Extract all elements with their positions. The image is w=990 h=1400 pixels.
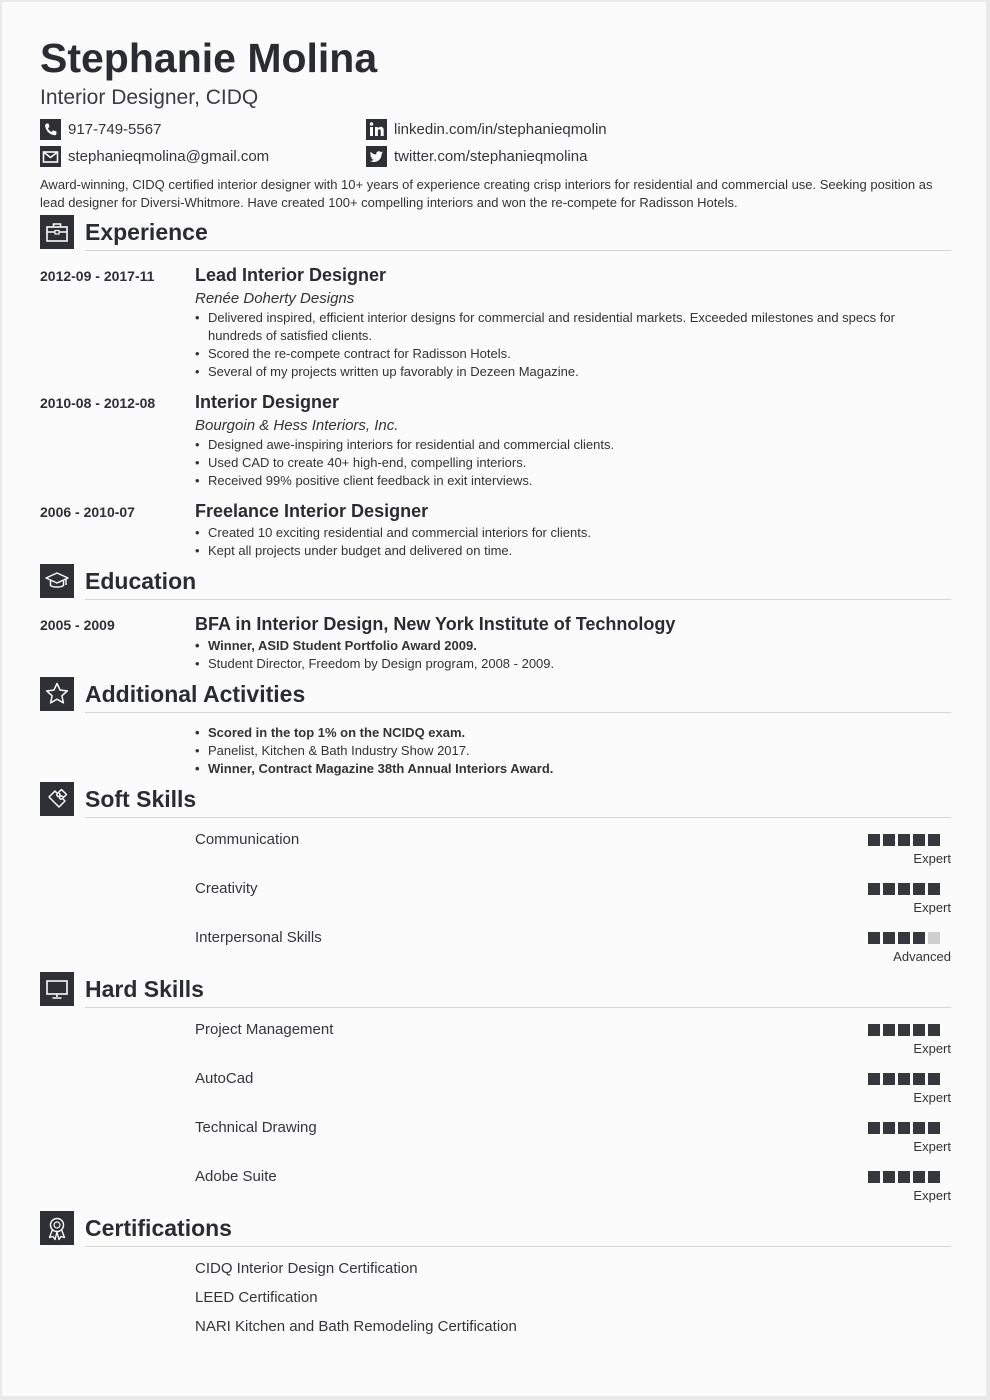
rating-square [913,932,925,944]
rating-square [913,1073,925,1085]
rating-square [913,1122,925,1134]
twitter-text[interactable]: twitter.com/stephanieqmolina [394,148,588,165]
skill-name: Creativity [195,880,258,897]
skill-level: Expert [913,851,951,866]
section-divider [85,1007,951,1008]
certification-item: CIDQ Interior Design Certification [195,1260,418,1277]
skill-name: Adobe Suite [195,1168,277,1185]
job-dates: 2012-09 - 2017-11 [40,268,155,284]
section-title-soft-skills: Soft Skills [85,786,197,812]
list-item: • Used CAD to create 40+ high-end, compelling interiors. [195,454,915,472]
job-title: Interior Designer [195,392,340,412]
rating-square [898,883,910,895]
job-dates: 2010-08 - 2012-08 [40,395,156,411]
section-title-activities: Additional Activities [85,681,306,707]
list-item: • Scored the re-compete contract for Radisson Hotels. [195,345,915,363]
phone-icon [40,119,61,140]
email-icon [40,146,61,167]
puzzle-piece-icon [40,782,74,816]
skill-name: Communication [195,831,300,848]
rating-square [868,1024,880,1036]
rating-square [868,834,880,846]
contact-email [40,146,269,167]
skill-level: Expert [913,1139,951,1154]
rating-square [898,1073,910,1085]
list-item: • Winner, Contract Magazine 38th Annual Interiors Award. [195,760,915,778]
contact-linkedin [366,119,607,140]
award-ribbon-icon [40,1211,74,1245]
list-item: • Scored in the top 1% on the NCIDQ exam. [195,724,915,742]
skill-rating [868,1073,940,1085]
certification-item: NARI Kitchen and Bath Remodeling Certification [195,1318,517,1335]
education-bullets [195,637,915,673]
monitor-icon [40,972,74,1006]
star-icon [40,677,74,711]
section-title-certifications: Certifications [85,1215,232,1241]
rating-square [898,1171,910,1183]
certification-item: LEED Certification [195,1289,318,1306]
section-title-experience: Experience [85,219,208,245]
section-divider [85,817,951,818]
list-item: • Created 10 exciting residential and commercial interiors for clients. [195,524,915,542]
section-divider [85,599,951,600]
rating-square [928,1171,940,1183]
contact-twitter [366,146,587,167]
skill-name: Technical Drawing [195,1119,317,1136]
rating-square [868,1122,880,1134]
candidate-name: Stephanie Molina [40,35,378,81]
summary-text: Award-winning, CIDQ certified interior designer with 10+ years of experience creating crisp interiors for residential and commercial use. Seeking position as lead designer for Diversi-Whitmore. Have created 100+ compelling interiors and won the re-compete for Radisson Hotels. [40,177,933,210]
rating-square [883,932,895,944]
rating-square [928,1024,940,1036]
skill-rating [868,834,940,846]
rating-square [898,932,910,944]
skill-level: Expert [913,1041,951,1056]
list-item: • Winner, ASID Student Portfolio Award 2009. [195,637,915,655]
job-company: Renée Doherty Designs [195,290,355,307]
skill-name: Interpersonal Skills [195,929,322,946]
candidate-title: Interior Designer, CIDQ [40,86,259,109]
briefcase-icon [40,215,74,249]
rating-square [928,932,940,944]
education-dates: 2005 - 2009 [40,617,115,633]
rating-square [928,883,940,895]
contact-phone [40,119,161,140]
rating-square [868,883,880,895]
section-divider [85,712,951,713]
rating-square [928,834,940,846]
activities-bullets [195,724,915,778]
list-item: • Kept all projects under budget and delivered on time. [195,542,915,560]
rating-square [913,883,925,895]
rating-square [913,1171,925,1183]
rating-square [928,1122,940,1134]
skill-level: Expert [913,1090,951,1105]
rating-square [868,1171,880,1183]
list-item: • Student Director, Freedom by Design program, 2008 - 2009. [195,655,915,673]
skill-rating [868,1171,940,1183]
graduation-cap-icon [40,564,74,598]
skill-level: Expert [913,1188,951,1203]
list-item: • Panelist, Kitchen & Bath Industry Show 2017. [195,742,915,760]
list-item: • Several of my projects written up favorably in Dezeen Magazine. [195,363,915,381]
rating-square [913,1024,925,1036]
rating-square [898,834,910,846]
resume-page [2,2,986,1396]
skill-name: AutoCad [195,1070,254,1087]
rating-square [868,1073,880,1085]
skill-name: Project Management [195,1021,334,1038]
section-title-hard-skills: Hard Skills [85,976,204,1002]
rating-square [883,1171,895,1183]
rating-square [883,883,895,895]
job-bullets [195,524,915,560]
skill-rating [868,883,940,895]
rating-square [913,834,925,846]
rating-square [883,1073,895,1085]
skill-rating [868,932,940,944]
skill-level: Expert [913,900,951,915]
skill-level: Advanced [893,949,951,964]
skill-rating [868,1024,940,1036]
job-bullets [195,309,915,381]
rating-square [883,1024,895,1036]
job-bullets [195,436,915,490]
skill-rating [868,1122,940,1134]
job-title: Lead Interior Designer [195,265,387,285]
rating-square [883,1122,895,1134]
rating-square [928,1073,940,1085]
rating-square [898,1122,910,1134]
rating-square [898,1024,910,1036]
job-title: Freelance Interior Designer [195,501,429,521]
email-text[interactable]: stephanieqmolina@gmail.com [68,148,270,165]
job-company: Bourgoin & Hess Interiors, Inc. [195,417,399,434]
phone-text[interactable]: 917-749-5567 [68,121,162,138]
degree-title: BFA in Interior Design, New York Institute of Technology [195,614,676,634]
list-item: • Received 99% positive client feedback in exit interviews. [195,472,915,490]
rating-square [883,834,895,846]
rating-square [868,932,880,944]
list-item: • Delivered inspired, efficient interior designs for commercial and residential markets. Exceeded milestones and specs for hundreds of satisfied clients. [195,309,915,345]
section-divider [85,1246,951,1247]
section-title-education: Education [85,568,197,594]
section-divider [85,250,951,251]
job-dates: 2006 - 2010-07 [40,504,135,520]
linkedin-text[interactable]: linkedin.com/in/stephanieqmolin [394,121,607,138]
linkedin-icon [366,119,387,140]
twitter-icon [366,146,387,167]
list-item: • Designed awe-inspiring interiors for residential and commercial clients. [195,436,915,454]
